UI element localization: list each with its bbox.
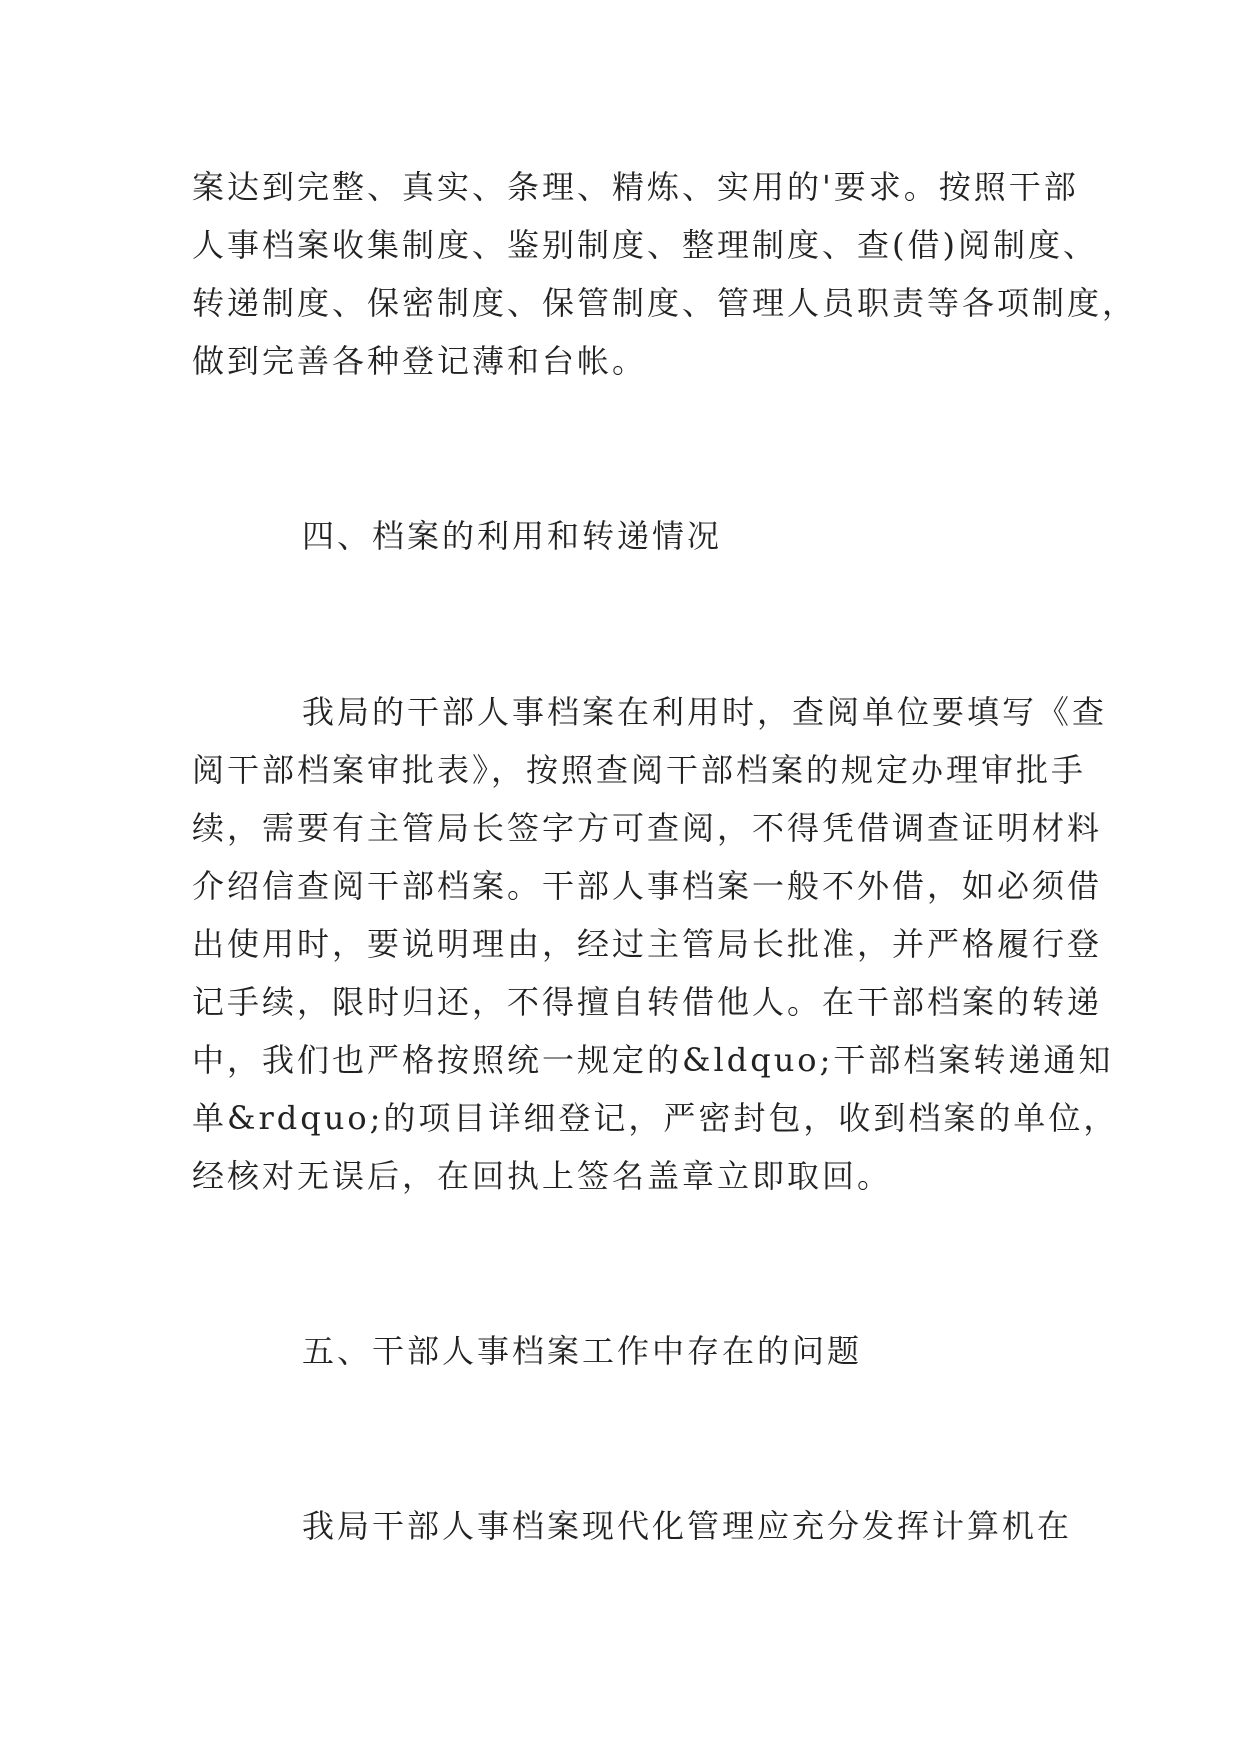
paragraph-line: 我局干部人事档案现代化管理应充分发挥计算机在 <box>302 1507 1073 1545</box>
section-heading-5: 五、干部人事档案工作中存在的问题 <box>302 1332 863 1370</box>
paragraph-line: 人事档案收集制度、鉴别制度、整理制度、查(借)阅制度、 <box>192 226 1098 264</box>
section-heading-4: 四、档案的利用和转递情况 <box>302 517 723 555</box>
paragraph-line: 我局的干部人事档案在利用时，查阅单位要填写《查 <box>302 693 1108 731</box>
paragraph-line: 单&rdquo;的项目详细登记，严密封包，收到档案的单位， <box>192 1099 1119 1137</box>
paragraph-line: 续，需要有主管局长签字方可查阅，不得凭借调查证明材料 <box>192 809 1103 847</box>
paragraph-line: 做到完善各种登记薄和台帐。 <box>192 342 648 380</box>
paragraph-line: 案达到完整、真实、条理、精炼、实用的'要求。按照干部 <box>192 168 1079 206</box>
paragraph-line: 经核对无误后，在回执上签名盖章立即取回。 <box>192 1157 893 1195</box>
paragraph-line: 介绍信查阅干部档案。干部人事档案一般不外借，如必须借 <box>192 867 1103 905</box>
paragraph-line: 中，我们也严格按照统一规定的&ldquo;干部档案转递通知 <box>192 1041 1114 1079</box>
paragraph-line: 阅干部档案审批表》，按照查阅干部档案的规定办理审批手 <box>192 751 1087 789</box>
paragraph-line: 转递制度、保密制度、保管制度、管理人员职责等各项制度， <box>192 284 1138 322</box>
paragraph-line: 出使用时，要说明理由，经过主管局长批准，并严格履行登 <box>192 925 1103 963</box>
paragraph-line: 记手续，限时归还，不得擅自转借他人。在干部档案的转递 <box>192 983 1103 1021</box>
